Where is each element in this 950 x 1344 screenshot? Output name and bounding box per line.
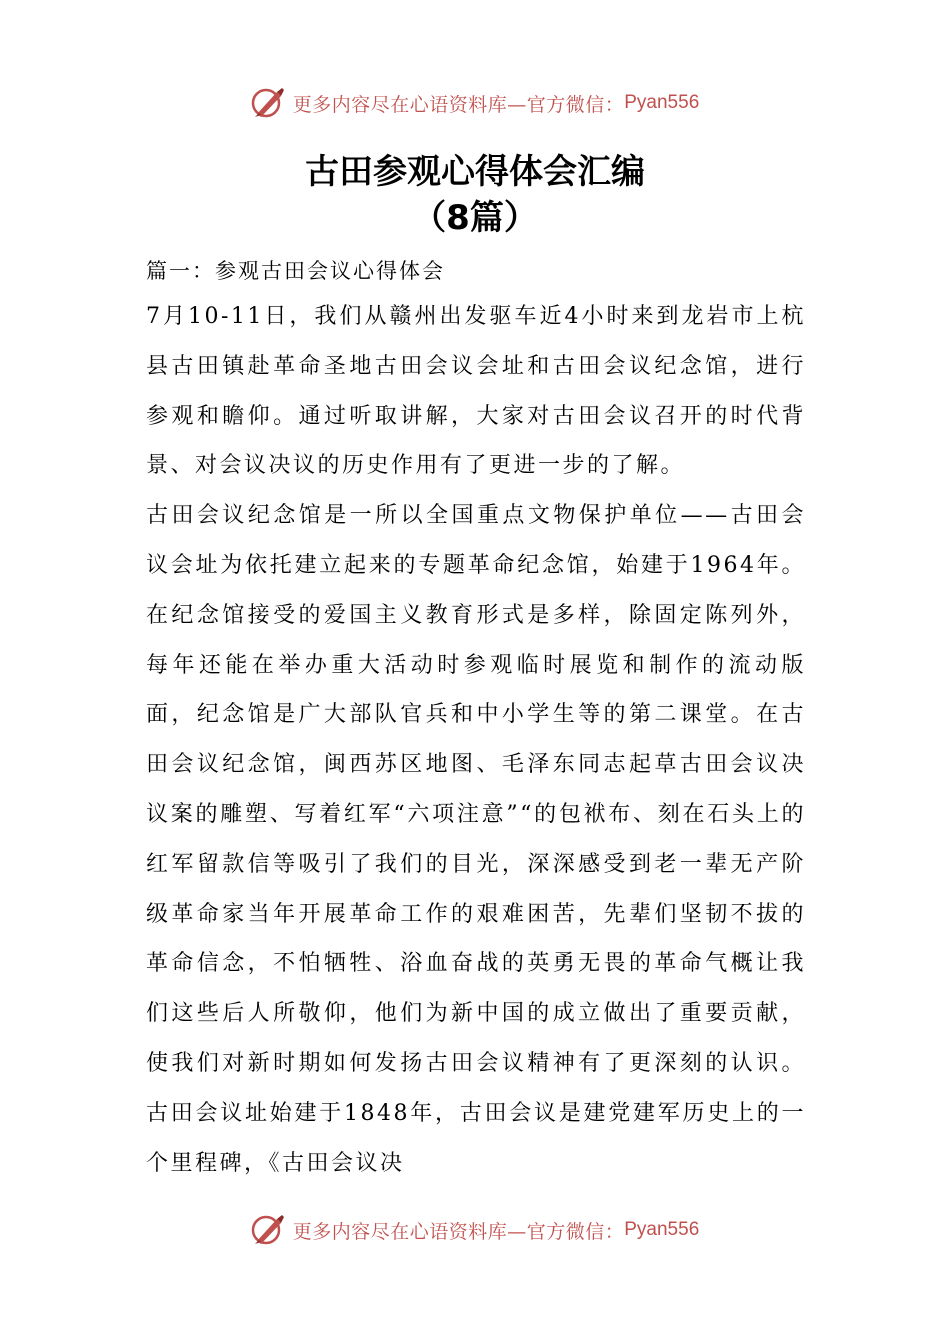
document-body <box>146 250 806 1188</box>
document-subtitle: （8篇） <box>412 198 538 238</box>
footer-watermark <box>0 1210 950 1250</box>
paragraph-1: 7月10-11日，我们从赣州出发驱车近4小时来到龙岩市上杭县古田镇赴革命圣地古田会议会址和古田会议纪念馆，进行参观和瞻仰。通过听取讲解，大家对古田会议召开的时代背景、对会议决议的历史作用有了更进一步的了解。 <box>146 304 806 479</box>
document-title: 古田参观心得体会汇编 <box>305 152 645 192</box>
watermark-wechat-id: Pyan556 <box>624 1219 700 1240</box>
fountain-pen-logo-icon <box>251 1213 285 1247</box>
watermark-wechat-id: Pyan556 <box>624 92 700 113</box>
watermark-text: 更多内容尽在心语资料库—官方微信： <box>292 93 625 116</box>
fountain-pen-logo-icon <box>251 86 285 120</box>
section-heading: 篇一：参观古田会议心得体会 <box>146 259 445 283</box>
watermark-text: 更多内容尽在心语资料库—官方微信： <box>292 1220 625 1243</box>
paragraph-2: 古田会议纪念馆是一所以全国重点文物保护单位——古田会议会址为依托建立起来的专题革命纪念馆，始建于1964年。在纪念馆接受的爱国主义教育形式是多样，除固定陈列外，每年还能在举办重大活动时参观临时展览和制作的流动版面，纪念馆是广大部队官兵和中小学生等的第二课堂。在古田会议纪念馆，闽西苏区地图、毛泽东同志起草古田会议决议案的雕塑、写着红军“六项注意”“的包袱布、刻在石头上的红军留款信等吸引了我们的目光，深深感受到老一辈无产阶级革命家当年开展革命工作的艰难困苦，先辈们坚韧不拔的革命信念，不怕牺牲、浴血奋战的英勇无畏的革命气概让我们这些后人所敬仰，他们为新中国的成立做出了重要贡献，使我们对新时期如何发扬古田会议精神有了更深刻的认识。古田会议址始建于1848年，古田会议是建党建军历史上的一个里程碑，《古田会议决 <box>146 503 806 1176</box>
header-watermark <box>0 83 950 123</box>
